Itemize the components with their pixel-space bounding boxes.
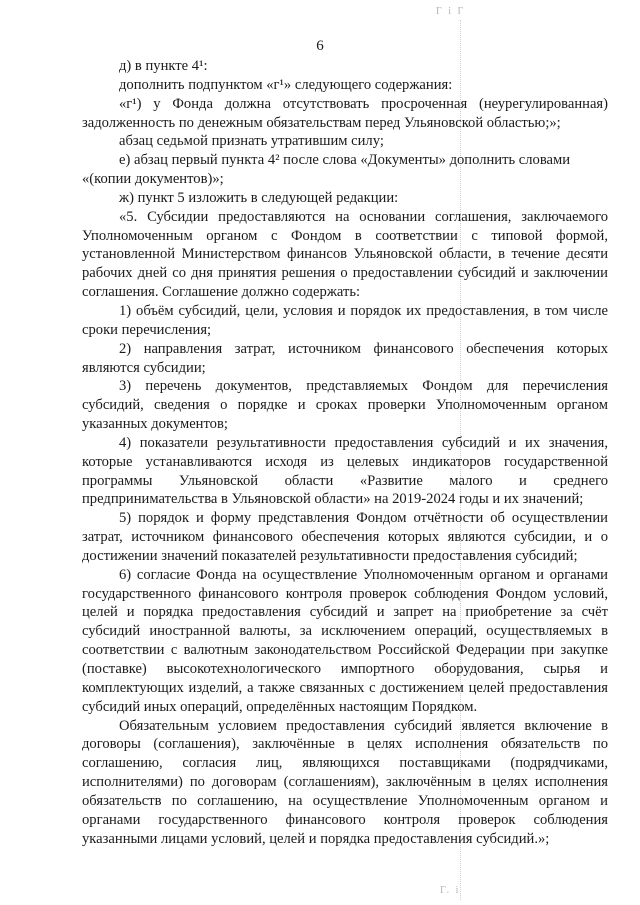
paragraph: 6) согласие Фонда на осуществление Уполномоченным органом и органами государственного финансового контроля проверок соблюдения Фондом условий, целей и порядка предоставления субсидий и запрет на приобретение за счёт субсидий иностранной валюты, за исключением операций, осуществляемых в соответствии с валютным законодательством Российской Федерации при закупке (поставке) высокотехнологического импортного оборудования, сырья и комплектующих изделий, а также связанных с достижением целей предоставления субсидий иных операций, определённых настоящим Порядком.: [82, 566, 608, 715]
paragraph: «г¹) у Фонда должна отсутствовать просроченная (неурегулированная) задолженность по денежным обязательствам перед Ульяновской областью;»;: [82, 95, 608, 131]
paragraph: 1) объём субсидий, цели, условия и порядок их предоставления, в том числе сроки перечисления;: [82, 302, 608, 338]
paragraph: 4) показатели результативности предоставления субсидий и их значения, которые устанавливаются исходя из целевых индикаторов государственной программы Ульяновской области «Развитие малого и среднего предпринимательства в Ульяновской области» на 2019-2024 годы и их значений;: [82, 434, 608, 508]
paragraph: 3) перечень документов, представляемых Фондом для перечисления субсидий, сведения о порядке и сроках проверки Уполномоченным органом указанных документов;: [82, 378, 608, 433]
paragraph: 2) направления затрат, источником финансового обеспечения которых являются субсидии;: [82, 340, 608, 376]
paragraph: Обязательным условием предоставления субсидий является включение в договоры (соглашения), заключённые в целях исполнения обязательств по соглашению, согласия лиц, являющихся поставщиками (подрядчиками, исполнителями) по договорам (соглашениям), заключённым в целях исполнения обязательств по соглашению, на осуществление Уполномоченным органом и органами государственного финансового контроля проверок соблюдения указанными лицами условий, целей и порядка предоставления субсидий.»;: [82, 717, 608, 847]
document-body: [82, 57, 608, 848]
paragraph: абзац седьмой признать утратившим силу;: [119, 133, 384, 150]
paragraph: д) в пункте 4¹:: [119, 58, 208, 74]
bottom-margin-mark: Г. і: [440, 885, 461, 896]
paragraph: 5) порядок и форму представления Фондом отчётности об осуществлении затрат, источником финансового обеспечения которых являются субсидии, и о достижении значений показателей результативности предоставления субсидий;: [82, 510, 608, 564]
top-margin-mark: Г і Г: [436, 6, 466, 17]
paragraph: ж) пункт 5 изложить в следующей редакции:: [119, 189, 399, 206]
paragraph: «5. Субсидии предоставляются на основании соглашения, заключаемого Уполномоченным органом с Фондом в соответствии с типовой формой, установленной Министерством финансов Ульяновской области, в течение десяти рабочих дней со дня принятия решения о предоставлении субсидий и заключении соглашения. Соглашение должно содержать:: [82, 208, 608, 301]
paragraph: дополнить подпунктом «г¹» следующего содержания:: [119, 76, 453, 93]
page-number: 6: [316, 38, 324, 54]
paragraph: е) абзац первый пункта 4² после слова «Документы» дополнить словами «(копии документов)»;: [82, 152, 571, 188]
